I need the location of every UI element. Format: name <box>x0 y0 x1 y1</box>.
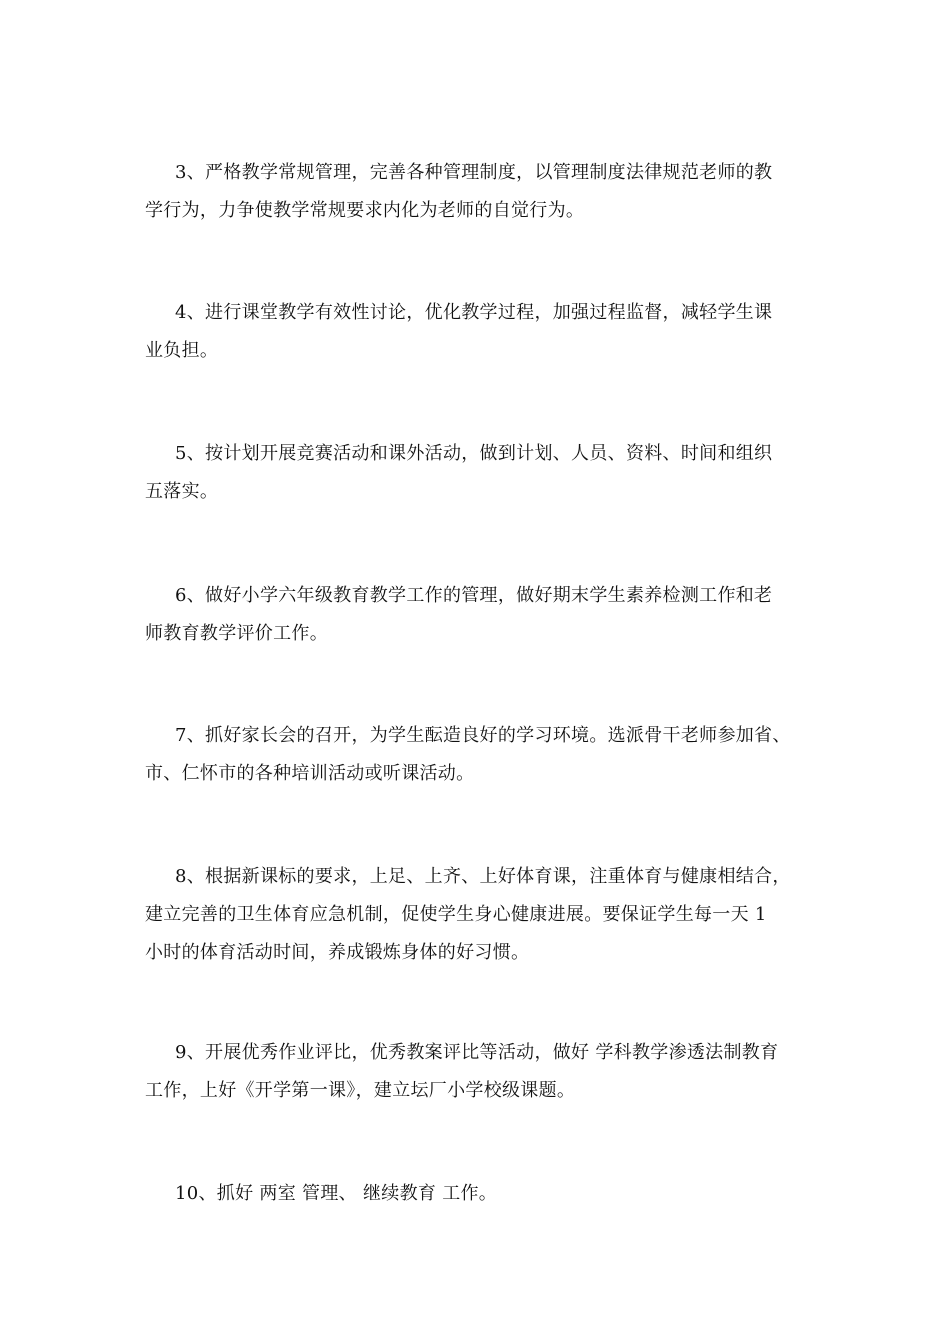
paragraph-item-7 <box>145 717 810 793</box>
paragraph-line: 10、抓好 两室 管理、 继续教育 工作。 <box>175 1183 498 1204</box>
paragraph-line: 9、开展优秀作业评比，优秀教案评比等活动，做好 学科教学渗透法制教育 <box>175 1042 779 1063</box>
paragraph-line: 工作，上好《开学第一课》，建立坛厂小学校级课题。 <box>145 1080 576 1101</box>
paragraph-item-5 <box>145 435 810 511</box>
paragraph-item-3 <box>145 154 810 230</box>
paragraph-line: 师教育教学评价工作。 <box>145 623 328 644</box>
paragraph-line: 5、按计划开展竞赛活动和课外活动，做到计划、人员、资料、时间和组织 <box>175 443 773 464</box>
paragraph-line: 建立完善的卫生体育应急机制，促使学生身心健康进展。要保证学生每一天 1 <box>145 904 767 925</box>
paragraph-line: 业负担。 <box>145 340 219 361</box>
paragraph-line: 市、仁怀市的各种培训活动或听课活动。 <box>145 763 475 784</box>
paragraph-line: 五落实。 <box>145 481 219 502</box>
paragraph-line: 8、根据新课标的要求，上足、上齐、上好体育课，注重体育与健康相结合， <box>175 866 791 887</box>
paragraph-item-8 <box>145 858 810 972</box>
paragraph-line: 7、抓好家长会的召开，为学生酝造良好的学习环境。选派骨干老师参加省、 <box>175 725 791 746</box>
paragraph-item-4 <box>145 294 810 370</box>
paragraph-item-6 <box>145 577 810 653</box>
paragraph-line: 6、做好小学六年级教育教学工作的管理，做好期末学生素养检测工作和老 <box>175 585 773 606</box>
paragraph-line: 学行为，力争使教学常规要求内化为老师的自觉行为。 <box>145 200 585 221</box>
paragraph-line: 小时的体育活动时间，养成锻炼身体的好习惯。 <box>145 942 530 963</box>
paragraph-item-10 <box>145 1175 810 1213</box>
paragraph-item-9 <box>145 1034 810 1110</box>
paragraph-line: 4、进行课堂教学有效性讨论，优化教学过程，加强过程监督，减轻学生课 <box>175 302 773 323</box>
paragraph-line: 3、严格教学常规管理，完善各种管理制度，以管理制度法律规范老师的教 <box>175 162 773 183</box>
